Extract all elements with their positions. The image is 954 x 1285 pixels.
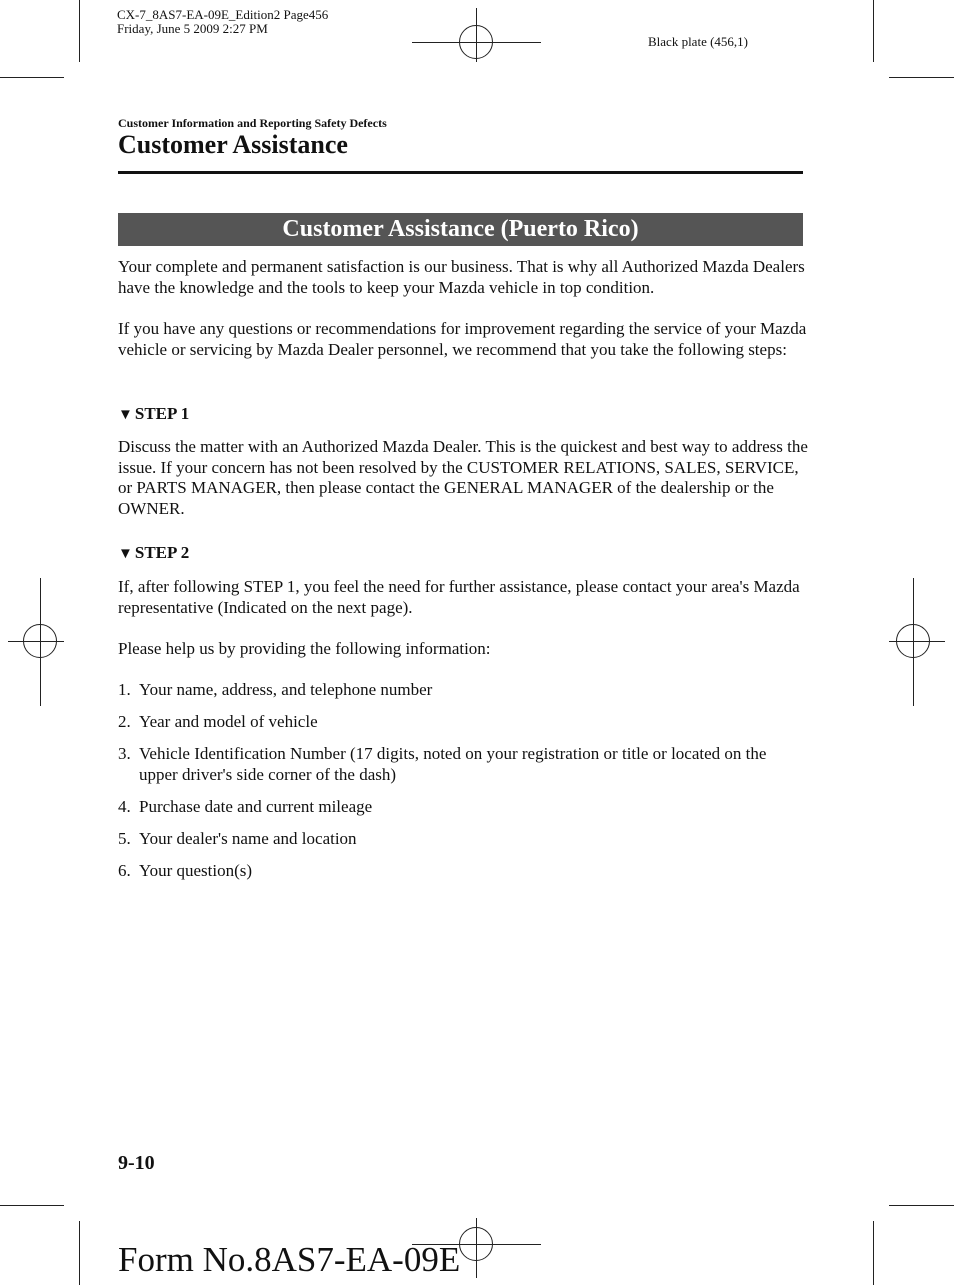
crop-mark bbox=[889, 1205, 954, 1206]
crop-mark bbox=[0, 1205, 64, 1206]
list-item: 6. Your question(s) bbox=[118, 861, 253, 881]
print-info-file: CX-7_8AS7-EA-09E_Edition2 Page456 bbox=[117, 7, 329, 22]
list-item: 5. Your dealer's name and location bbox=[118, 828, 357, 848]
list-item: 3. Vehicle Identification Number (17 digits, noted on your registration or title or located on the upper driver's side corner of the dash) bbox=[118, 744, 767, 784]
registration-circle bbox=[459, 1227, 493, 1261]
list-item: 2. Year and model of vehicle bbox=[118, 712, 318, 732]
registration-circle bbox=[459, 25, 493, 59]
print-info bbox=[117, 8, 328, 36]
crop-mark bbox=[79, 0, 80, 62]
step-1-label: STEP 1 bbox=[134, 404, 190, 423]
plate-label: Black plate (456,1) bbox=[648, 34, 748, 49]
step-2-heading bbox=[118, 543, 189, 563]
crop-mark bbox=[0, 77, 64, 78]
crop-mark bbox=[873, 0, 874, 62]
registration-circle bbox=[896, 624, 930, 658]
info-list bbox=[118, 680, 808, 893]
page-title: Customer Assistance bbox=[118, 130, 348, 159]
step-1-heading bbox=[118, 404, 189, 424]
triangle-down-icon: ▼ bbox=[118, 407, 133, 423]
form-number: Form No.8AS7-EA-09E bbox=[118, 1240, 461, 1279]
crop-mark bbox=[889, 77, 954, 78]
step-2-label: STEP 2 bbox=[134, 543, 190, 562]
list-item: 1. Your name, address, and telephone number bbox=[118, 680, 433, 699]
print-info-date: Friday, June 5 2009 2:27 PM bbox=[117, 21, 268, 36]
step-1-text: Discuss the matter with an Authorized Mazda Dealer. This is the quickest and best way to address the issue. If your concern has not been resolved by the CUSTOMER RELATIONS, SALES, SERVICE, or PARTS MANAGER, then please contact the GENERAL MANAGER of the dealership or the OWNER. bbox=[118, 437, 808, 518]
intro-paragraph-1: Your complete and permanent satisfaction is our business. That is why all Authorized Mazda Dealers have the knowledge and the tools to keep your Mazda vehicle in top condition. bbox=[118, 257, 805, 297]
crop-mark bbox=[873, 1221, 874, 1285]
title-rule bbox=[118, 171, 803, 174]
section-label: Customer Information and Reporting Safety Defects bbox=[118, 116, 387, 130]
list-item: 4. Purchase date and current mileage bbox=[118, 796, 373, 816]
crop-mark bbox=[79, 1221, 80, 1285]
intro-paragraph-2: If you have any questions or recommendations for improvement regarding the service of your Mazda vehicle or servicing by Mazda Dealer personnel, we recommend that you take the following steps: bbox=[118, 319, 807, 359]
section-banner: Customer Assistance (Puerto Rico) bbox=[118, 213, 803, 246]
registration-circle bbox=[23, 624, 57, 658]
info-prompt: Please help us by providing the following information: bbox=[118, 639, 491, 658]
step-2-text: If, after following STEP 1, you feel the need for further assistance, please contact your area's Mazda representative (Indicated on the next page). bbox=[118, 577, 800, 617]
page-number: 9-10 bbox=[118, 1152, 155, 1174]
triangle-down-icon: ▼ bbox=[118, 546, 133, 562]
